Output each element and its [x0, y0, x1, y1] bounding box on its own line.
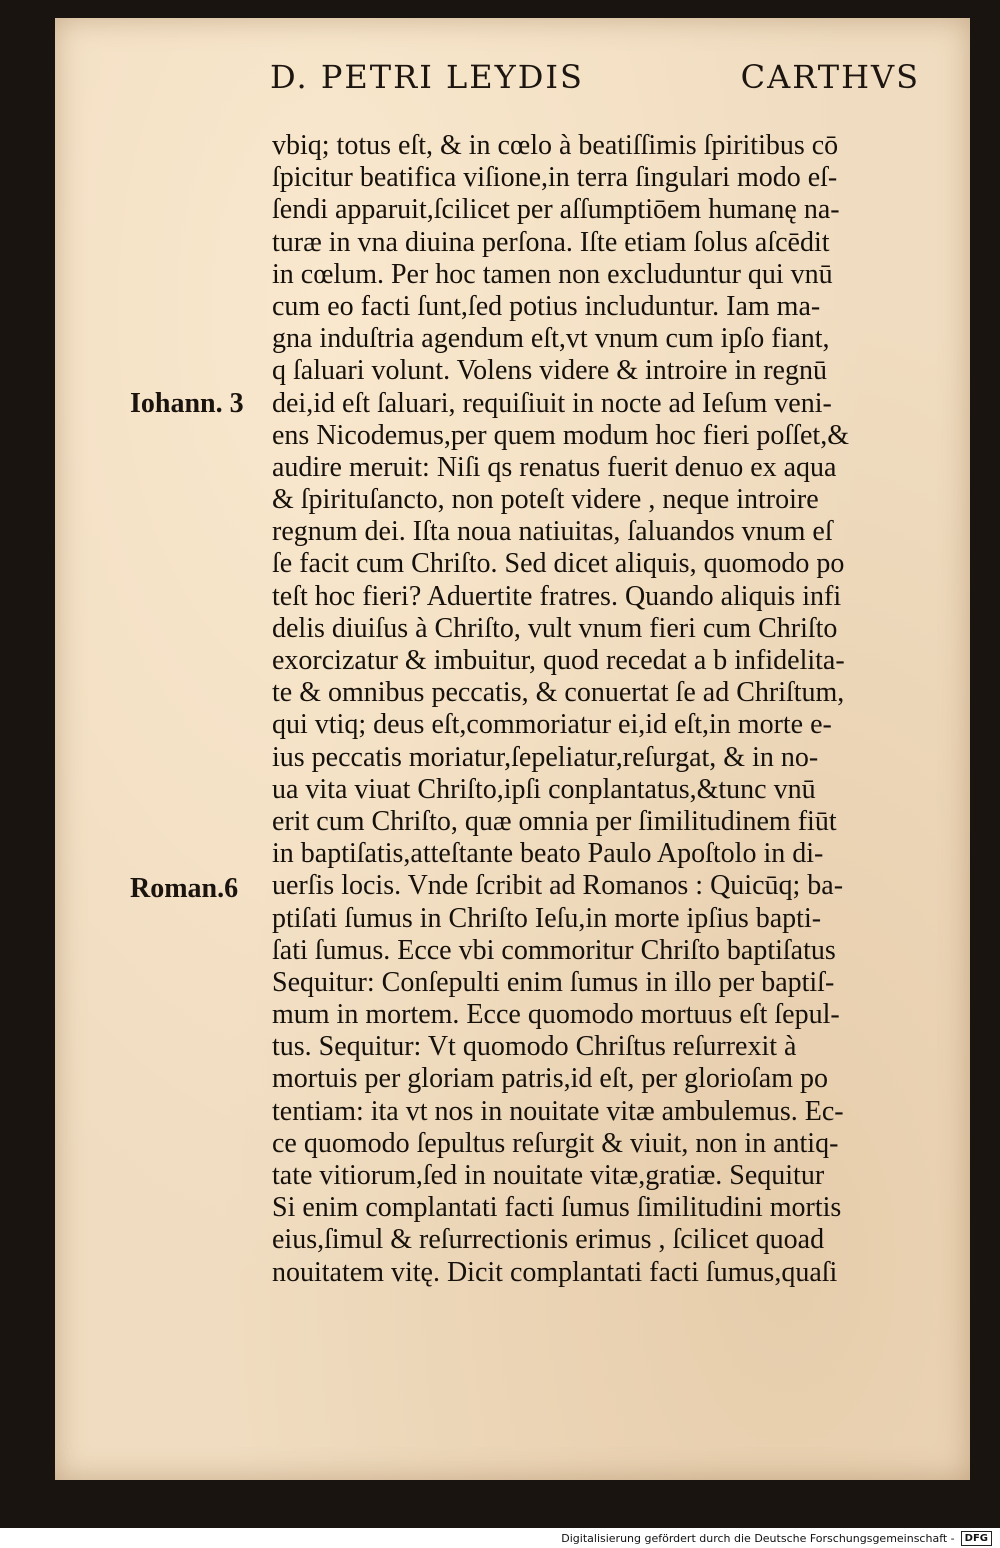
text-line: ſe facit cum Chriſto. Sed dicet aliquis, quomodo po	[272, 548, 845, 580]
text-line: tate vitiorum,ſed in nouitate vitæ,gratiæ. Sequitur	[272, 1160, 825, 1191]
digitization-footer	[0, 1528, 1000, 1548]
text-line: ius peccatis moriatur,ſepeliatur,reſurgat, & in no-	[272, 741, 819, 773]
text-line: regnum dei. Iſta noua natiuitas, ſaluandos vnum eſ	[272, 516, 833, 548]
text-line: nouitatem vitę. Dicit complantati facti ſumus,quaſi	[272, 1256, 838, 1288]
text-line: erit cum Chriſto, quæ omnia per ſimilitudinem fiūt	[272, 805, 837, 837]
text-line: tentiam: ita vt nos in nouitate vitæ ambulemus. Ec-	[272, 1095, 844, 1127]
margin-note-iohann: Iohann. 3	[130, 388, 244, 419]
body-text	[272, 130, 972, 1289]
text-line: in cœlum. Per hoc tamen non excluduntur qui vnū	[272, 258, 833, 290]
text-line: dei,id eſt ſaluari, requiſiuit in nocte ad Ieſum veni-	[272, 387, 832, 419]
text-line: Sequitur: Conſepulti enim ſumus in illo per baptiſ-	[272, 966, 835, 998]
text-line: ſendi apparuit,ſcilicet per aſſumptiōem humanę na-	[272, 194, 840, 226]
text-line: uerſis locis. Vnde ſcribit ad Romanos : Quicūq; ba-	[272, 870, 844, 902]
text-line: mortuis per gloriam patris,id eſt, per glorioſam po	[272, 1063, 828, 1095]
margin-note-roman: Roman.6	[130, 873, 239, 904]
dfg-logo: DFG	[961, 1531, 992, 1546]
text-line: in baptiſatis,atteſtante beato Paulo Apoſtolo in di-	[272, 838, 824, 870]
text-line: ſati ſumus. Ecce vbi commoritur Chriſto baptiſatus	[272, 934, 836, 966]
text-line: audire meruit: Niſi qs renatus fuerit denuo ex aqua	[272, 451, 837, 483]
text-line: tus. Sequitur: Vt quomodo Chriſtus reſurrexit à	[272, 1031, 797, 1063]
footer-credit: Digitalisierung gefördert durch die Deutsche Forschungsgemeinschaft -	[561, 1531, 955, 1545]
text-line: ce quomodo ſepultus reſurgit & viuit, non in antiq-	[272, 1127, 839, 1159]
header-right: CARTHVS	[740, 58, 920, 96]
text-line: gna induſtria agendum eſt,vt vnum cum ipſo fiant,	[272, 323, 830, 355]
text-line: mum in mortem. Ecce quomodo mortuus eſt ſepul-	[272, 999, 840, 1031]
text-line: ua vita viuat Chriſto,ipſi conplantatus,&tunc vnū	[272, 773, 816, 805]
text-line: qui vtiq; deus eſt,commoriatur ei,id eſt,in morte e-	[272, 709, 832, 741]
text-line: ſpicitur beatifica viſione,in terra ſingulari modo eſ-	[272, 162, 838, 194]
text-line: delis diuiſus à Chriſto, vult vnum fieri cum Chriſto	[272, 612, 838, 644]
text-line: & ſpirituſancto, non poteſt videre , neque introire	[272, 484, 819, 516]
text-line: cum eo facti ſunt,ſed potius includuntur. Iam ma-	[272, 290, 821, 322]
header-title: D. PETRI LEYDIS	[270, 58, 584, 96]
running-header	[270, 58, 920, 96]
text-line: Si enim complantati facti ſumus ſimilitudini mortis	[272, 1192, 842, 1224]
text-line: exorcizatur & imbuitur, quod recedat a b infidelita-	[272, 645, 845, 676]
text-line: turæ in vna diuina perſona. Iſte etiam ſolus aſcēdit	[272, 226, 830, 258]
text-line: teſt hoc fieri? Aduertite fratres. Quando aliquis infi	[272, 580, 842, 612]
text-line: q ſaluari volunt. Volens videre & introire in regnū	[272, 355, 827, 387]
text-line: te & omnibus peccatis, & conuertat ſe ad Chriſtum,	[272, 677, 845, 709]
text-line: eius,ſimul & reſurrectionis erimus , ſcilicet quoad	[272, 1224, 825, 1256]
text-line: ptiſati ſumus in Chriſto Ieſu,in morte ipſius bapti-	[272, 902, 822, 934]
text-line: vbiq; totus eſt, & in cœlo à beatiſſimis ſpiritibus cō	[272, 130, 839, 161]
text-line: ens Nicodemus,per quem modum hoc fieri poſſet,&	[272, 419, 849, 451]
